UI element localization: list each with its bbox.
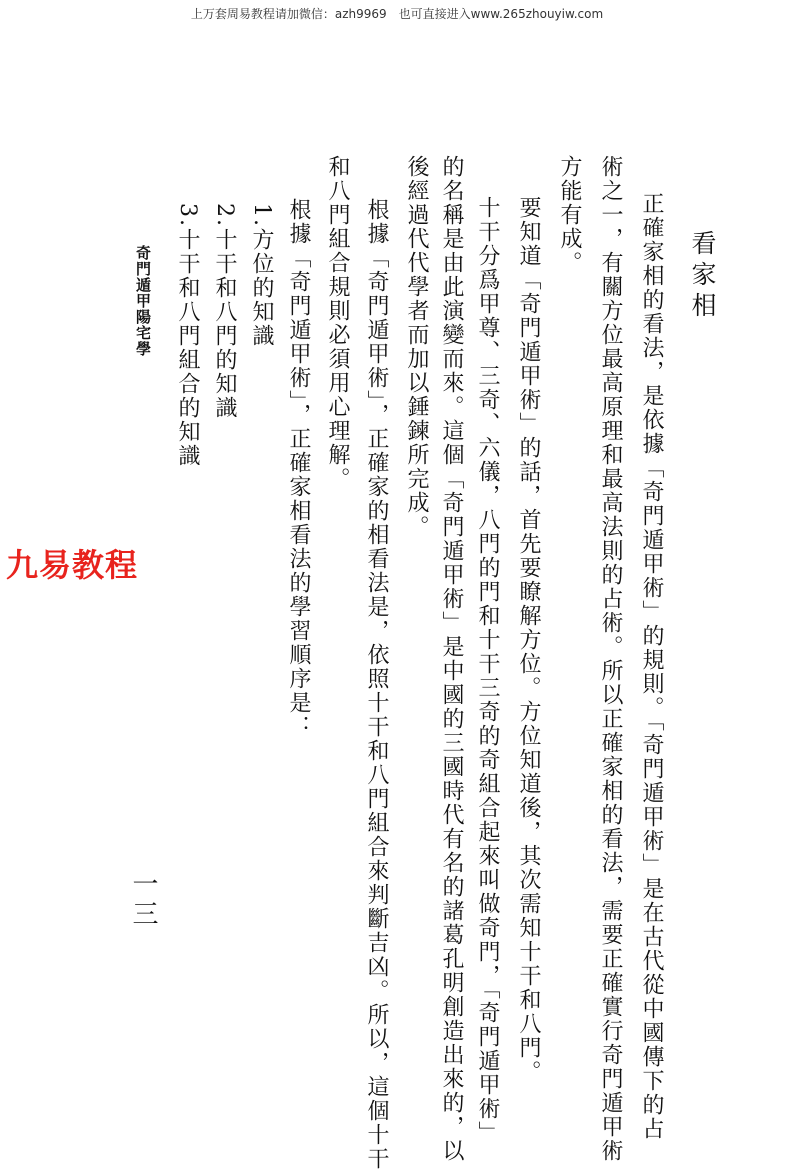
watermark-logo: 九易教程 <box>6 546 139 584</box>
text-column: 術之一，有關方位最高原理和最高法則的占術。所以正確家相的看法，需要正確實行奇門遁甲術 <box>598 155 623 1163</box>
watermark-banner: 上万套周易教程请加微信：azh9969 也可直接进入www.265zhouyiw.com <box>190 7 604 21</box>
text-column: 和八門組合規則必須用心理解。 <box>325 155 350 491</box>
text-column: 正確家相的看法，是依據「奇門遁甲術」的規則。「奇門遁甲術」是在古代從中國傳下的占 <box>639 192 664 1141</box>
page-title: 看家相 <box>688 230 717 323</box>
text-column: 根據「奇門遁甲術」，正確家相看法的學習順序是： <box>286 198 311 739</box>
text-column: 十干分爲甲尊、三奇、六儀，八門的門和十干三奇的奇組合起來叫做奇門，「奇門遁甲術」 <box>475 196 500 1145</box>
list-item: 1.方位的知識 <box>249 203 274 348</box>
list-item: 3.十干和八門組合的知識 <box>175 203 200 468</box>
running-header: 奇門遁甲陽宅學 <box>134 245 152 357</box>
text-column: 根據「奇門遁甲術」，正確家的相看法是，依照十干和八門組合來判斷吉凶。所以，這個十干 <box>364 198 389 1171</box>
text-column: 方能有成。 <box>557 155 582 275</box>
text-column: 後經過代代學者而加以錘鍊所完成。 <box>404 155 429 539</box>
page-number: 一三 <box>128 870 158 930</box>
text-column: 要知道「奇門遁甲術」的話，首先要瞭解方位。方位知道後，其次需知十干和八門。 <box>516 196 541 1084</box>
text-column: 的名稱是由此演變而來。這個「奇門遁甲術」是中國的三國時代有名的諸葛孔明創造出來的，以 <box>439 155 464 1163</box>
list-item: 2.十干和八門的知識 <box>212 203 237 420</box>
